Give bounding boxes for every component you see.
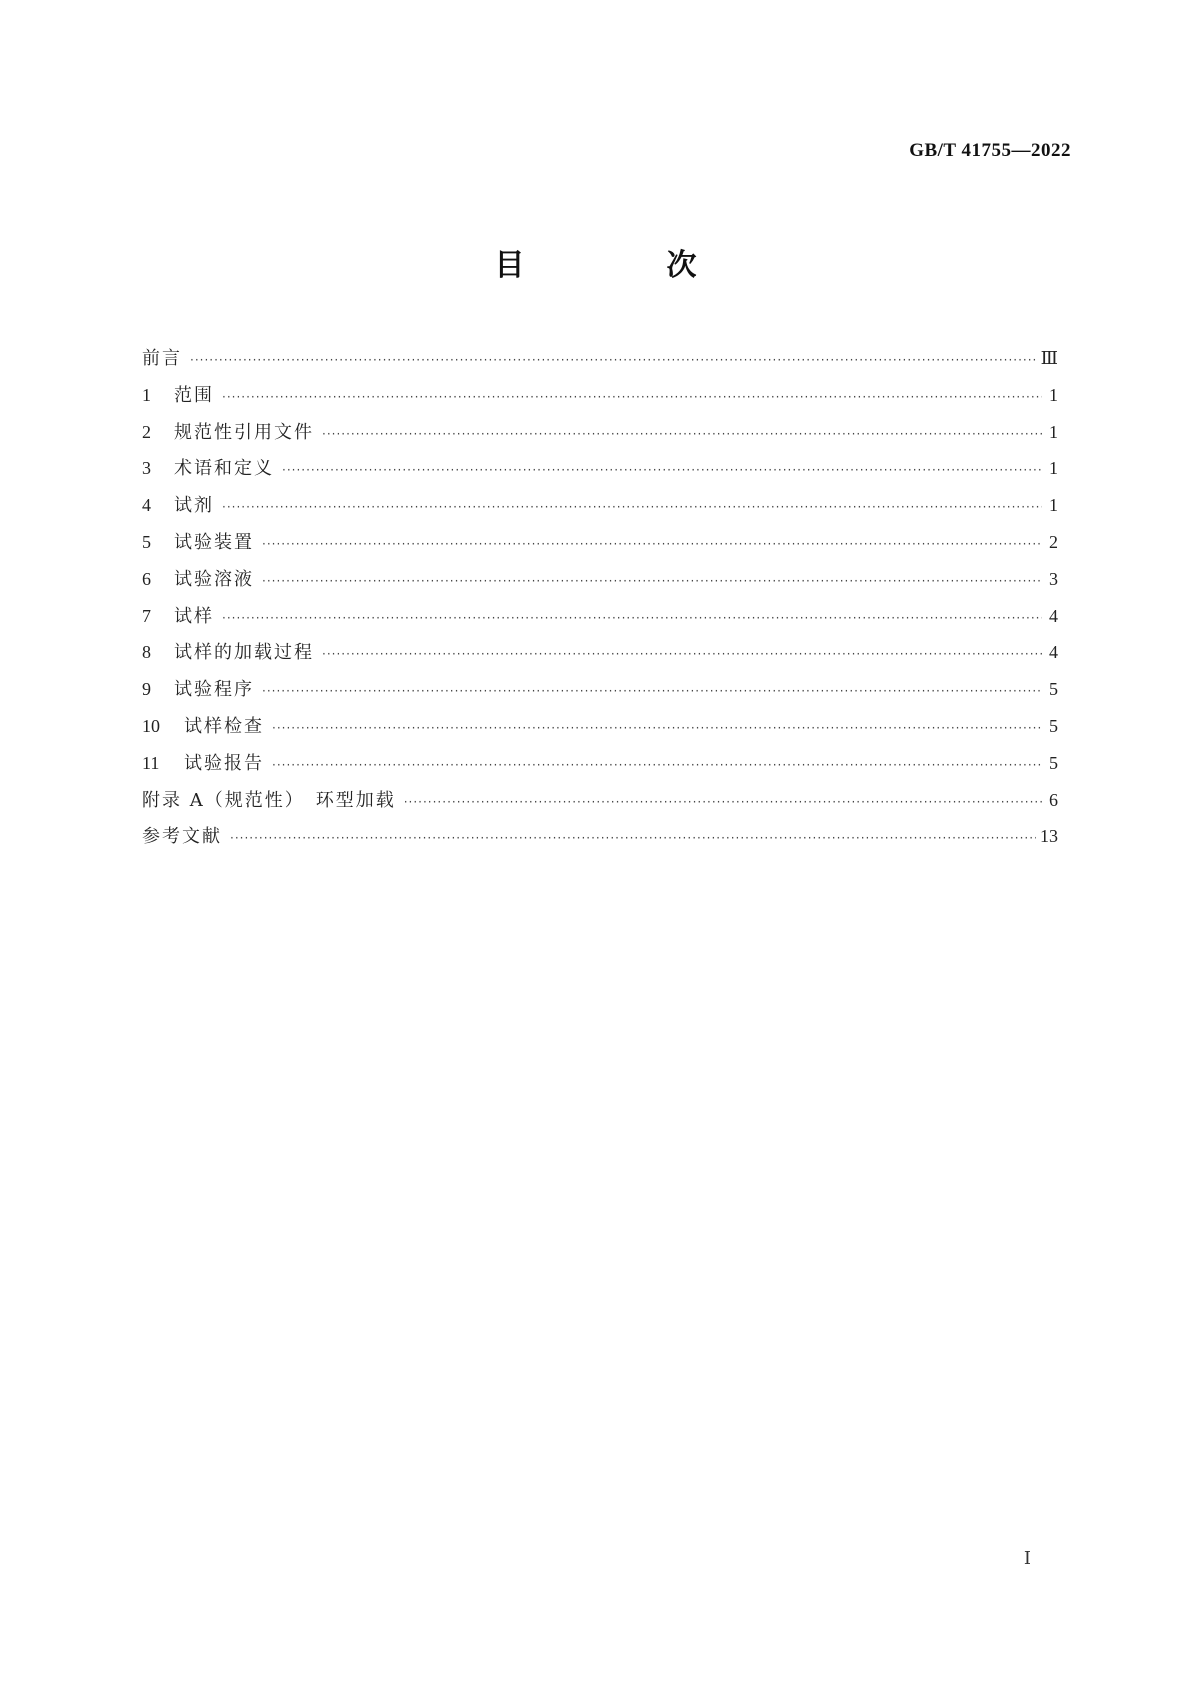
page-title: 目 次 — [494, 248, 753, 283]
toc-entry-references[interactable] — [142, 818, 1058, 855]
toc-entry-text: 试剂 — [174, 495, 214, 517]
toc-leader-dots — [322, 636, 1042, 673]
toc-leader-dots — [262, 673, 1042, 710]
toc-entry-page: 1 — [1049, 384, 1058, 405]
toc-entry-page: 6 — [1049, 789, 1058, 810]
toc-entry-page: 5 — [1049, 679, 1058, 700]
toc-entry-number: 10 — [142, 715, 160, 736]
toc-entry-text: 试验溶液 — [174, 568, 254, 590]
toc-entry-text: 术语和定义 — [174, 458, 274, 480]
toc-entry-2[interactable] — [142, 414, 1058, 451]
page-number: Ⅰ — [1023, 1548, 1031, 1568]
toc-leader-dots — [262, 563, 1042, 600]
toc-leader-dots — [190, 342, 1037, 379]
toc-entry-text: 规范性引用文件 — [174, 421, 314, 443]
toc-entry-number: 6 — [142, 568, 151, 589]
toc-entry-11[interactable] — [142, 745, 1058, 782]
toc-entry-4[interactable] — [142, 487, 1058, 524]
toc-entry-text: 参考文献 — [142, 826, 222, 848]
toc-entry-page: 2 — [1049, 531, 1058, 552]
toc-entry-text: 附录 A（规范性） 环型加载 — [142, 789, 396, 811]
toc-entry-6[interactable] — [142, 561, 1058, 598]
toc-entry-number: 2 — [142, 421, 151, 442]
toc-entry-number: 8 — [142, 642, 151, 663]
toc-entry-page: 3 — [1049, 568, 1058, 589]
toc-entry-1[interactable] — [142, 377, 1058, 414]
toc-entry-text: 试验程序 — [174, 679, 254, 701]
toc-entry-page: 1 — [1049, 458, 1058, 479]
toc-leader-dots — [272, 747, 1042, 784]
toc-leader-dots — [322, 416, 1042, 453]
toc-entry-number: 11 — [142, 752, 160, 773]
standard-code: GB/T 41755—2022 — [909, 140, 1071, 161]
toc-entry-text: 试验装置 — [174, 531, 254, 553]
toc-entry-text: 试样的加载过程 — [174, 642, 314, 664]
toc-entry-page: 1 — [1049, 495, 1058, 516]
toc-entry-3[interactable] — [142, 450, 1058, 487]
toc-entry-number: 3 — [142, 458, 151, 479]
toc-entry-9[interactable] — [142, 671, 1058, 708]
toc-entry-number: 1 — [142, 384, 151, 405]
table-of-contents — [142, 340, 1058, 855]
toc-leader-dots — [230, 820, 1036, 857]
toc-entry-8[interactable] — [142, 634, 1058, 671]
toc-entry-foreword[interactable] — [142, 340, 1058, 377]
toc-entry-page: Ⅲ — [1040, 348, 1058, 368]
toc-entry-page: 1 — [1049, 421, 1058, 442]
toc-entry-5[interactable] — [142, 524, 1058, 561]
toc-leader-dots — [272, 710, 1042, 747]
toc-entry-text: 前言 — [142, 348, 182, 369]
toc-entry-number: 9 — [142, 679, 151, 700]
toc-entry-text: 试样 — [174, 605, 214, 627]
toc-entry-appendix-a[interactable] — [142, 782, 1058, 819]
toc-entry-7[interactable] — [142, 598, 1058, 635]
toc-entry-number: 5 — [142, 531, 151, 552]
toc-entry-text: 试验报告 — [184, 752, 264, 774]
toc-entry-number: 4 — [142, 495, 151, 516]
toc-entry-page: 13 — [1040, 826, 1058, 847]
toc-leader-dots — [282, 452, 1042, 489]
toc-leader-dots — [222, 600, 1042, 637]
toc-entry-page: 5 — [1049, 752, 1058, 773]
toc-leader-dots — [222, 489, 1042, 526]
toc-entry-text: 范围 — [174, 384, 214, 406]
toc-entry-page: 5 — [1049, 715, 1058, 736]
toc-leader-dots — [262, 526, 1042, 563]
toc-entry-page: 4 — [1049, 642, 1058, 663]
toc-entry-page: 4 — [1049, 605, 1058, 626]
toc-leader-dots — [222, 379, 1042, 416]
toc-entry-text: 试样检查 — [184, 715, 264, 737]
toc-leader-dots — [404, 784, 1042, 821]
toc-entry-number: 7 — [142, 605, 151, 626]
toc-entry-10[interactable] — [142, 708, 1058, 745]
